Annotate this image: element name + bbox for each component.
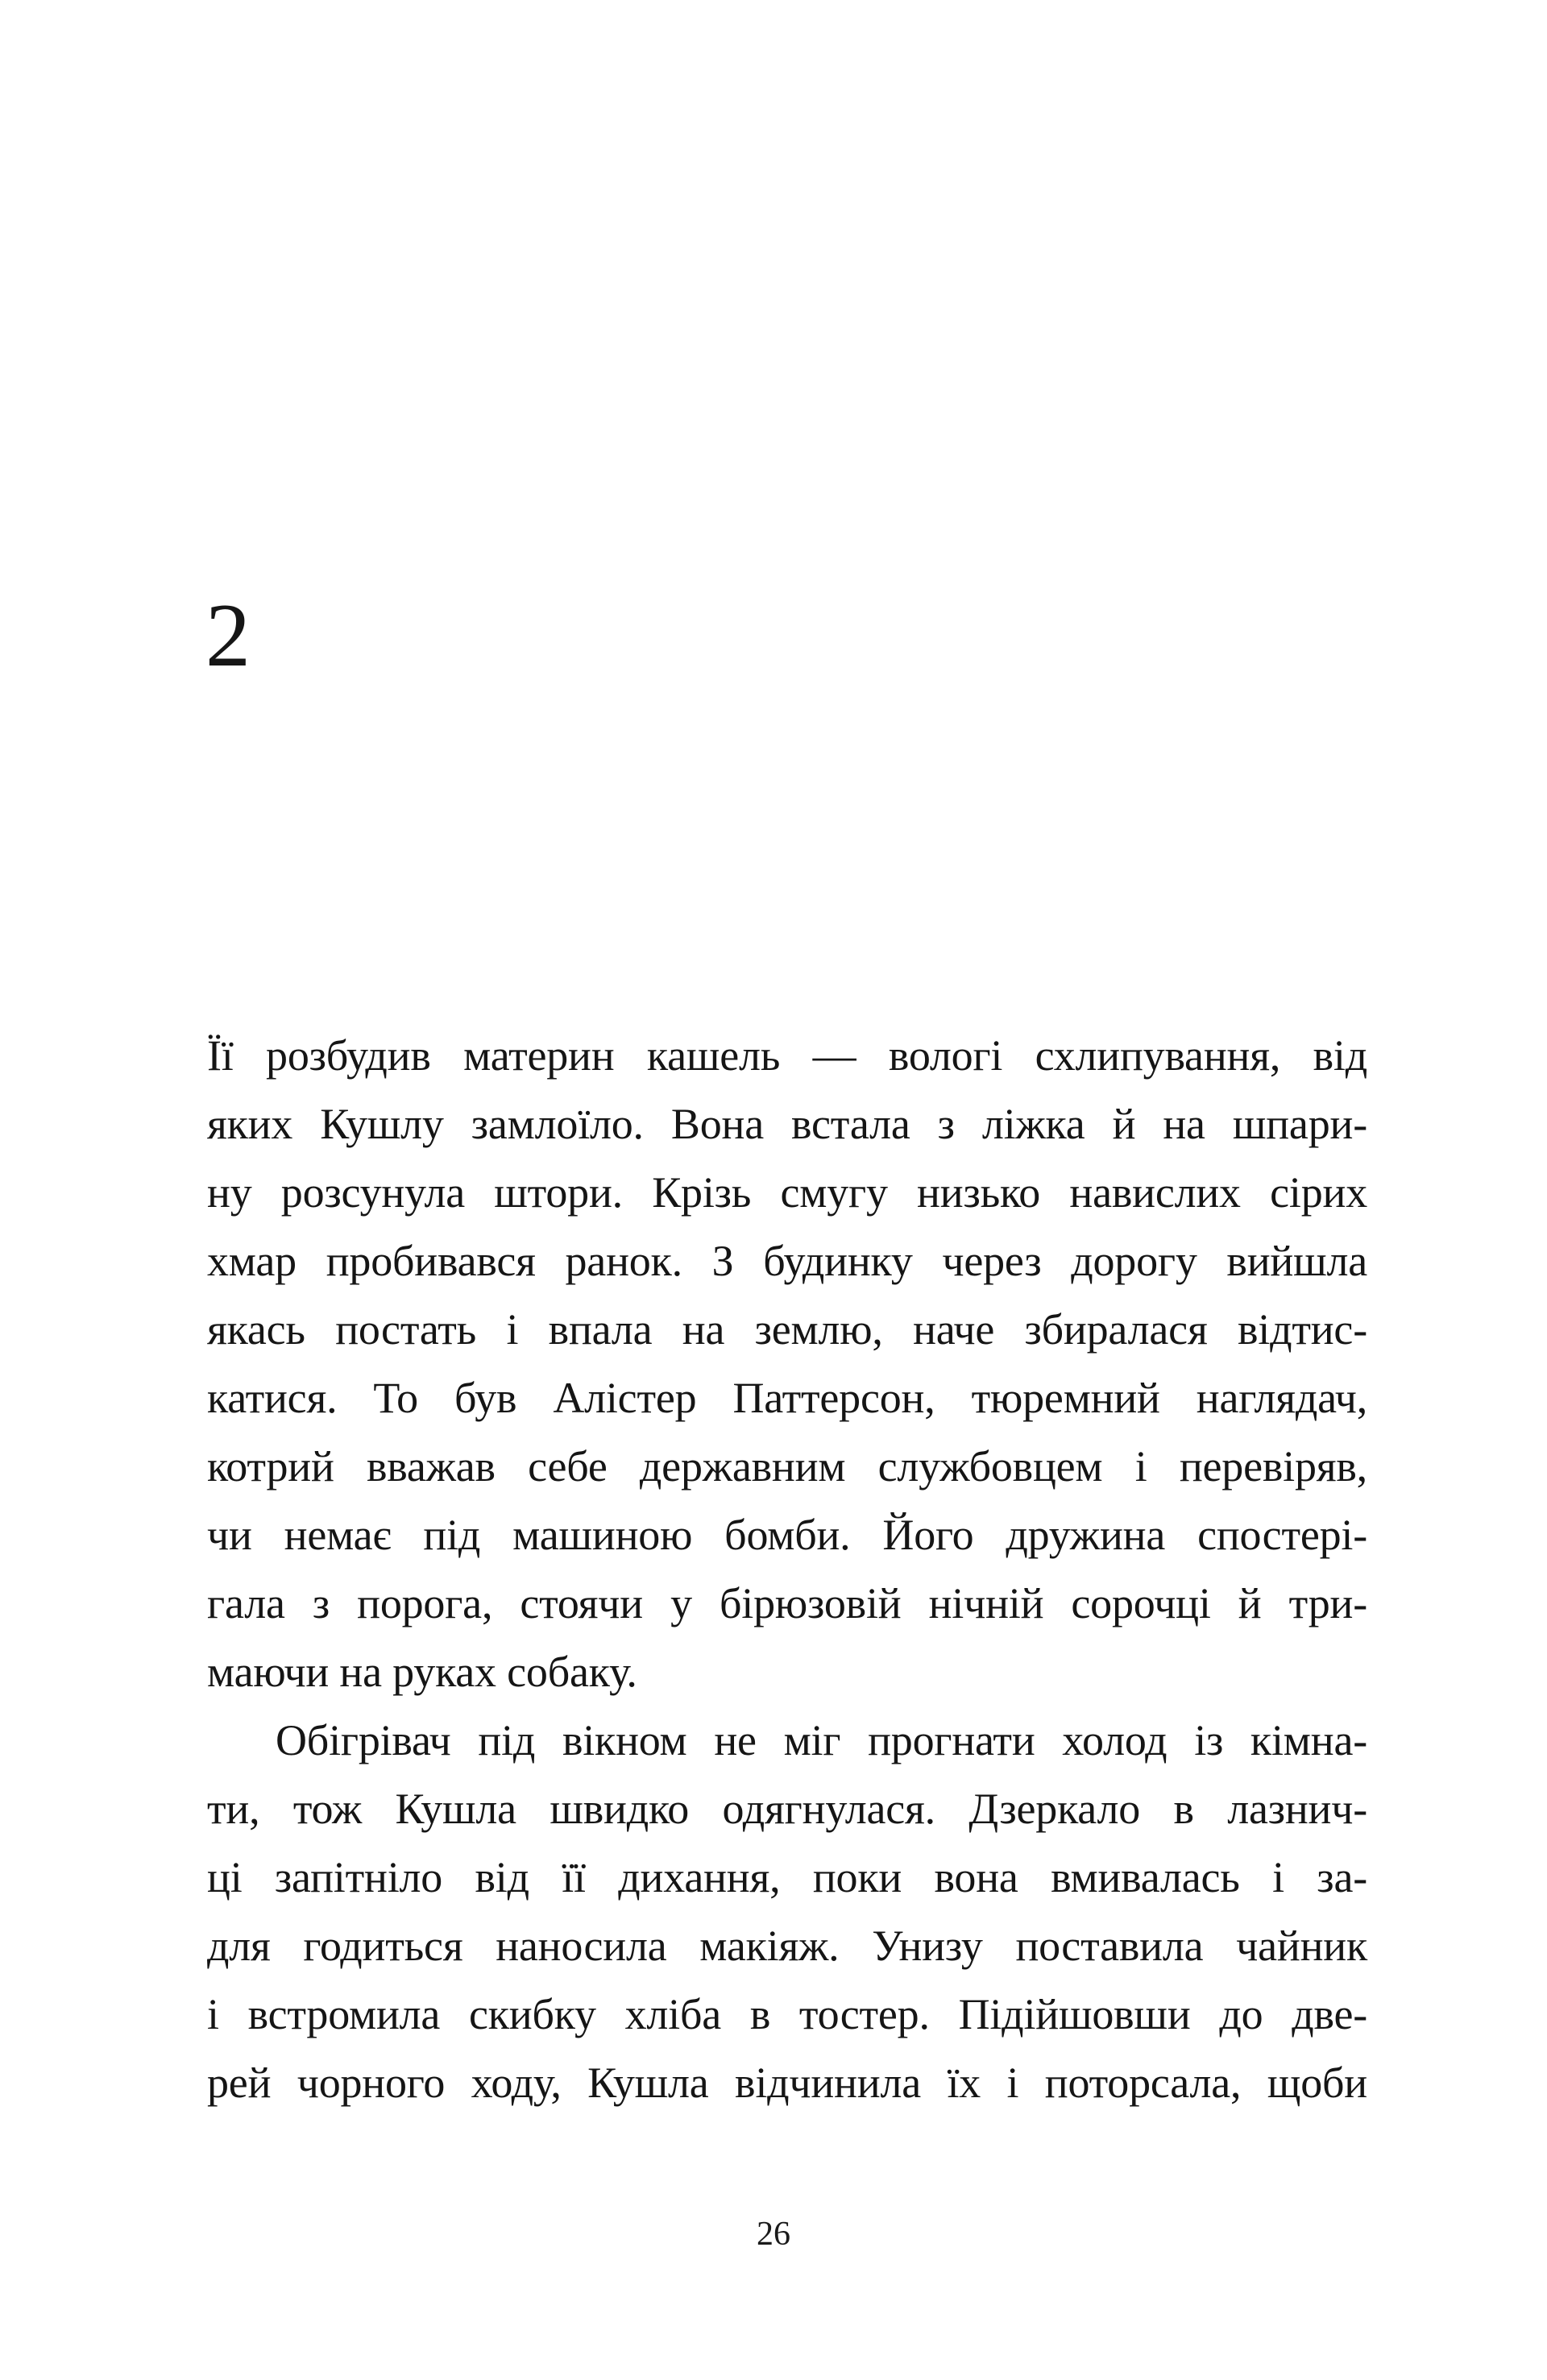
text-line: катися. То був Алістер Паттерсон, тюремний наглядач, <box>207 1374 1367 1422</box>
text-line: гала з порога, стоячи у бірюзовій нічній сорочці й три- <box>207 1579 1367 1627</box>
text-line: маючи на руках собаку. <box>207 1648 637 1696</box>
text-line: Її розбудив материн кашель — вологі схлипування, від <box>207 1031 1367 1080</box>
text-line: для годиться наносила макіяж. Унизу поставила чайник <box>207 1922 1367 1970</box>
paragraph <box>207 1706 1367 2117</box>
page-text <box>207 1022 1367 2117</box>
text-line: ти, тож Кушла швидко одягнулася. Дзеркало в лазнич- <box>207 1785 1367 1833</box>
text-line: хмар пробивався ранок. З будинку через дорогу вийшла <box>207 1237 1367 1285</box>
text-line: рей чорного ходу, Кушла відчинила їх і поторсала, щоби <box>207 2059 1367 2107</box>
text-line: і встромила скибку хліба в тостер. Підійшовши до две- <box>207 1990 1367 2038</box>
paragraph <box>207 1022 1367 1706</box>
text-line: ці запітніло від її дихання, поки вона вмивалась і за- <box>207 1853 1367 1901</box>
text-line: яких Кушлу замлоїло. Вона встала з ліжка й на шпари- <box>207 1100 1367 1148</box>
page-number: 26 <box>757 2216 790 2253</box>
text-line: ну розсунула штори. Крізь смугу низько навислих сірих <box>207 1168 1367 1217</box>
chapter-number: 2 <box>205 586 251 686</box>
text-line: Обігрівач під вікном не міг прогнати холод із кімна- <box>276 1716 1367 1764</box>
text-line: котрий вважав себе державним службовцем і перевіряв, <box>207 1442 1367 1491</box>
text-line: якась постать і впала на землю, наче збиралася відтис- <box>207 1305 1367 1354</box>
text-line: чи немає під машиною бомби. Його дружина спостері- <box>207 1511 1367 1559</box>
